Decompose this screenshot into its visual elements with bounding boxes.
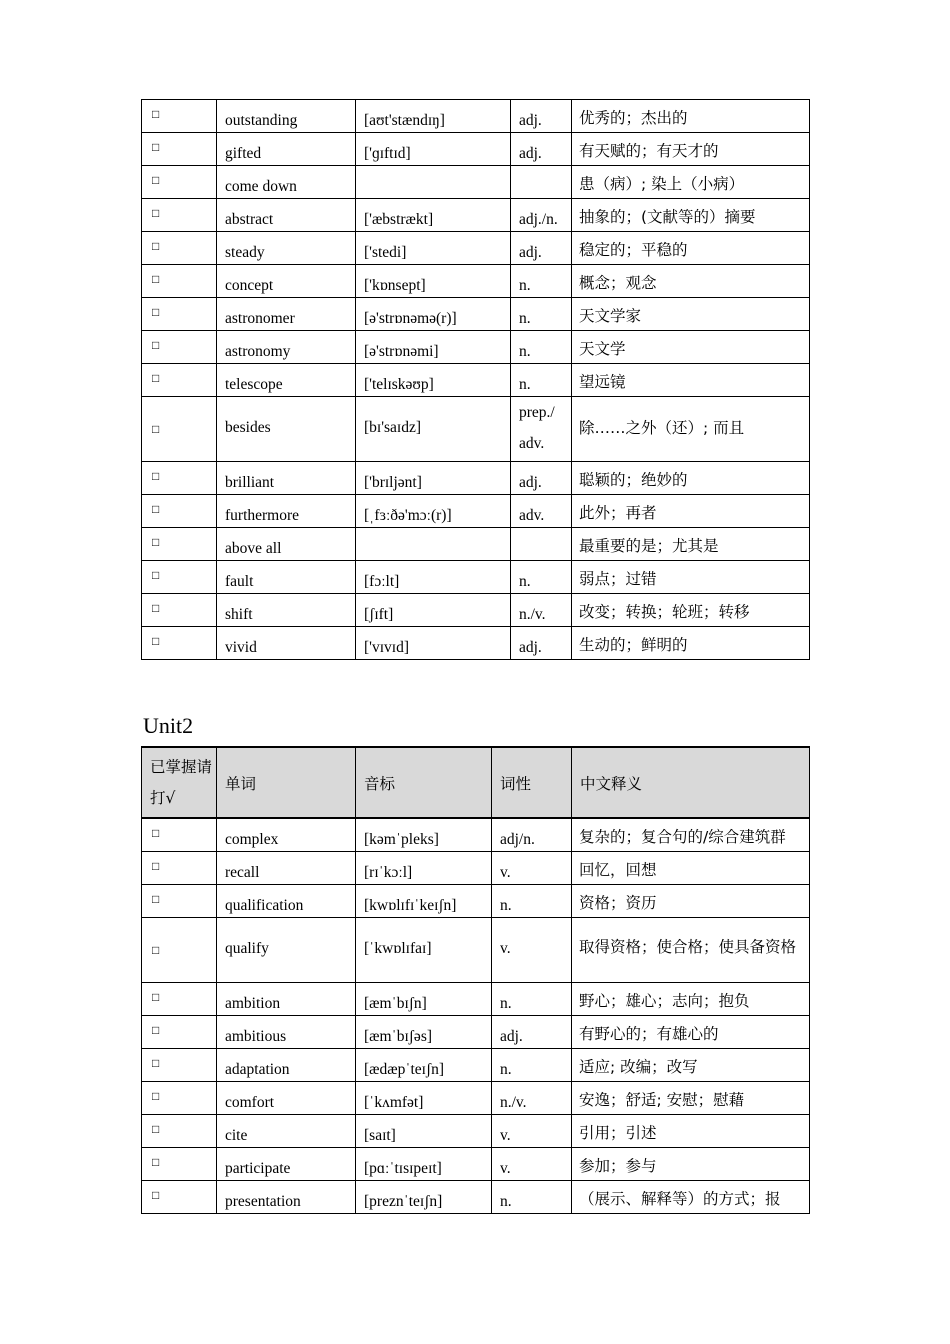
word-cell: outstanding: [217, 100, 356, 133]
header-word: 单词: [217, 747, 356, 818]
meaning-cell: 参加；参与: [572, 1147, 810, 1180]
phonetic-cell: [pɑːˈtɪsɪpeɪt]: [356, 1147, 492, 1180]
table-row: [142, 265, 810, 298]
checkbox[interactable]: □: [142, 100, 217, 133]
meaning-cell: 生动的；鲜明的: [572, 627, 810, 660]
pos-cell: n./v.: [511, 594, 572, 627]
phonetic-cell: ['kɒnsept]: [356, 265, 511, 298]
checkbox[interactable]: □: [142, 1147, 217, 1180]
pos-cell: n.: [511, 298, 572, 331]
meaning-cell: 复杂的；复合句的/综合建筑群: [572, 818, 810, 851]
table-row: [142, 331, 810, 364]
table-row: [142, 917, 810, 982]
meaning-cell: 望远镜: [572, 364, 810, 397]
word-cell: gifted: [217, 133, 356, 166]
word-cell: astronomy: [217, 331, 356, 364]
table-row: [142, 1180, 810, 1213]
pos-cell: n.: [511, 331, 572, 364]
phonetic-cell: [kəmˈpleks]: [356, 818, 492, 851]
table-row: [142, 462, 810, 495]
phonetic-cell: [ædæpˈteɪʃn]: [356, 1048, 492, 1081]
word-cell: above all: [217, 528, 356, 561]
phonetic-cell: [æmˈbɪʃn]: [356, 982, 492, 1015]
table-row: [142, 1147, 810, 1180]
phonetic-cell: [356, 528, 511, 561]
pos-cell: v.: [492, 917, 572, 982]
table-row: [142, 199, 810, 232]
pos-cell: n.: [511, 364, 572, 397]
word-cell: comfort: [217, 1081, 356, 1114]
meaning-cell: 安逸；舒适; 安慰；慰藉: [572, 1081, 810, 1114]
meaning-cell: 引用；引述: [572, 1114, 810, 1147]
checkbox[interactable]: □: [142, 1015, 217, 1048]
meaning-cell: 改变；转换；轮班；转移: [572, 594, 810, 627]
pos-cell: adv.: [511, 495, 572, 528]
table-row: [142, 884, 810, 917]
table-row: [142, 627, 810, 660]
word-cell: telescope: [217, 364, 356, 397]
pos-cell: n./v.: [492, 1081, 572, 1114]
word-cell: vivid: [217, 627, 356, 660]
phonetic-cell: [kwɒlɪfɪˈkeɪʃn]: [356, 884, 492, 917]
table-row: [142, 495, 810, 528]
pos-cell: n.: [492, 1048, 572, 1081]
phonetic-cell: ['stedi]: [356, 232, 511, 265]
phonetic-cell: ['ɡɪftɪd]: [356, 133, 511, 166]
meaning-cell: 患（病）; 染上（小病）: [572, 166, 810, 199]
word-cell: participate: [217, 1147, 356, 1180]
meaning-cell: 天文学家: [572, 298, 810, 331]
table-row: [142, 364, 810, 397]
table-row: [142, 1048, 810, 1081]
checkbox[interactable]: □: [142, 364, 217, 397]
phonetic-cell: [aʊt'stændɪŋ]: [356, 100, 511, 133]
checkbox[interactable]: □: [142, 917, 217, 982]
pos-cell: n.: [492, 884, 572, 917]
pos-cell: v.: [492, 1147, 572, 1180]
phonetic-cell: [ˌfɜːðə'mɔː(r)]: [356, 495, 511, 528]
checkbox[interactable]: □: [142, 982, 217, 1015]
table-row: [142, 100, 810, 133]
unit2-table-body: [142, 818, 810, 1213]
table-row: [142, 1114, 810, 1147]
meaning-cell: 此外；再者: [572, 495, 810, 528]
word-cell: abstract: [217, 199, 356, 232]
pos-cell: v.: [492, 1114, 572, 1147]
meaning-cell: 弱点；过错: [572, 561, 810, 594]
word-cell: shift: [217, 594, 356, 627]
checkbox[interactable]: □: [142, 627, 217, 660]
phonetic-cell: [ˈkʌmfət]: [356, 1081, 492, 1114]
phonetic-cell: [rɪˈkɔːl]: [356, 851, 492, 884]
pos-cell: adj.: [511, 462, 572, 495]
word-cell: qualify: [217, 917, 356, 982]
pos-cell: adj.: [511, 133, 572, 166]
word-cell: cite: [217, 1114, 356, 1147]
meaning-cell: 取得资格；使合格；使具备资格: [572, 917, 810, 982]
meaning-cell: 野心；雄心；志向；抱负: [572, 982, 810, 1015]
table-row: [142, 851, 810, 884]
checkbox[interactable]: □: [142, 199, 217, 232]
phonetic-cell: [ˈkwɒlɪfaɪ]: [356, 917, 492, 982]
meaning-cell: 概念；观念: [572, 265, 810, 298]
phonetic-cell: [ʃɪft]: [356, 594, 511, 627]
meaning-cell: 抽象的；(文献等的）摘要: [572, 199, 810, 232]
phonetic-cell: ['brɪljənt]: [356, 462, 511, 495]
checkbox[interactable]: □: [142, 594, 217, 627]
checkbox[interactable]: □: [142, 298, 217, 331]
checkbox[interactable]: □: [142, 818, 217, 851]
phonetic-cell: [fɔːlt]: [356, 561, 511, 594]
word-cell: ambition: [217, 982, 356, 1015]
checkbox[interactable]: □: [142, 166, 217, 199]
word-cell: fault: [217, 561, 356, 594]
unit2-vocab-table: [141, 746, 810, 1214]
meaning-cell: 优秀的；杰出的: [572, 100, 810, 133]
meaning-cell: 稳定的；平稳的: [572, 232, 810, 265]
checkbox[interactable]: □: [142, 1081, 217, 1114]
phonetic-cell: ['telɪskəʊp]: [356, 364, 511, 397]
word-cell: adaptation: [217, 1048, 356, 1081]
word-cell: complex: [217, 818, 356, 851]
phonetic-cell: ['vɪvɪd]: [356, 627, 511, 660]
phonetic-cell: [ə'strɒnəmi]: [356, 331, 511, 364]
table-row: [142, 594, 810, 627]
pos-cell: n.: [492, 1180, 572, 1213]
word-cell: ambitious: [217, 1015, 356, 1048]
meaning-cell: 天文学: [572, 331, 810, 364]
checkbox[interactable]: □: [142, 528, 217, 561]
word-cell: recall: [217, 851, 356, 884]
checkbox[interactable]: □: [142, 462, 217, 495]
pos-cell: v.: [492, 851, 572, 884]
meaning-cell: 回忆，回想: [572, 851, 810, 884]
table-row: [142, 397, 810, 462]
checkbox[interactable]: □: [142, 495, 217, 528]
checkbox[interactable]: □: [142, 1180, 217, 1213]
table-row: [142, 1015, 810, 1048]
checkbox[interactable]: □: [142, 232, 217, 265]
pos-cell: adj.: [511, 627, 572, 660]
phonetic-cell: [preznˈteɪʃn]: [356, 1180, 492, 1213]
meaning-cell: 有天赋的；有天才的: [572, 133, 810, 166]
checkbox[interactable]: □: [142, 265, 217, 298]
word-cell: concept: [217, 265, 356, 298]
checkbox[interactable]: □: [142, 1048, 217, 1081]
meaning-cell: 资格；资历: [572, 884, 810, 917]
unit1-table-body: [142, 100, 810, 660]
checkbox[interactable]: □: [142, 884, 217, 917]
header-pos: 词性: [492, 747, 572, 818]
phonetic-cell: [ə'strɒnəmə(r)]: [356, 298, 511, 331]
checkbox[interactable]: □: [142, 133, 217, 166]
header-mastered: 已掌握请打√: [142, 747, 217, 818]
table-row: [142, 298, 810, 331]
pos-cell: [511, 166, 572, 199]
table-row: [142, 818, 810, 851]
word-cell: brilliant: [217, 462, 356, 495]
word-cell: steady: [217, 232, 356, 265]
pos-cell: adj.: [492, 1015, 572, 1048]
phonetic-cell: [356, 166, 511, 199]
word-cell: come down: [217, 166, 356, 199]
table-row: [142, 1081, 810, 1114]
word-cell: qualification: [217, 884, 356, 917]
word-cell: astronomer: [217, 298, 356, 331]
pos-cell: adj/n.: [492, 818, 572, 851]
table-row: [142, 166, 810, 199]
phonetic-cell: ['æbstrækt]: [356, 199, 511, 232]
checkbox[interactable]: □: [142, 851, 217, 884]
pos-cell: adj.: [511, 232, 572, 265]
checkbox[interactable]: □: [142, 561, 217, 594]
unit2-title: Unit2: [143, 713, 194, 738]
header-meaning: 中文释义: [572, 747, 810, 818]
phonetic-cell: [bɪ'saɪdz]: [356, 397, 511, 462]
meaning-cell: 聪颖的；绝妙的: [572, 462, 810, 495]
table-row: [142, 133, 810, 166]
header-phonetic: 音标: [356, 747, 492, 818]
meaning-cell: 适应; 改编；改写: [572, 1048, 810, 1081]
checkbox[interactable]: □: [142, 397, 217, 462]
word-cell: furthermore: [217, 495, 356, 528]
meaning-cell: 有野心的；有雄心的: [572, 1015, 810, 1048]
table-row: [142, 561, 810, 594]
pos-cell: adj.: [511, 100, 572, 133]
pos-cell: adj./n.: [511, 199, 572, 232]
table-row: [142, 528, 810, 561]
word-cell: besides: [217, 397, 356, 462]
checkbox[interactable]: □: [142, 331, 217, 364]
phonetic-cell: [saɪt]: [356, 1114, 492, 1147]
pos-cell: [511, 528, 572, 561]
unit1-vocab-table: [141, 99, 810, 660]
word-cell: presentation: [217, 1180, 356, 1213]
meaning-cell: 除……之外（还）; 而且: [572, 397, 810, 462]
unit2-header-row: [142, 747, 810, 818]
pos-cell: n.: [511, 561, 572, 594]
meaning-cell: （展示、解释等）的方式；报: [572, 1180, 810, 1213]
pos-cell: prep./ adv.: [511, 397, 572, 462]
table-row: [142, 982, 810, 1015]
checkbox[interactable]: □: [142, 1114, 217, 1147]
phonetic-cell: [æmˈbɪʃəs]: [356, 1015, 492, 1048]
table-row: [142, 232, 810, 265]
pos-cell: n.: [511, 265, 572, 298]
pos-cell: n.: [492, 982, 572, 1015]
meaning-cell: 最重要的是；尤其是: [572, 528, 810, 561]
